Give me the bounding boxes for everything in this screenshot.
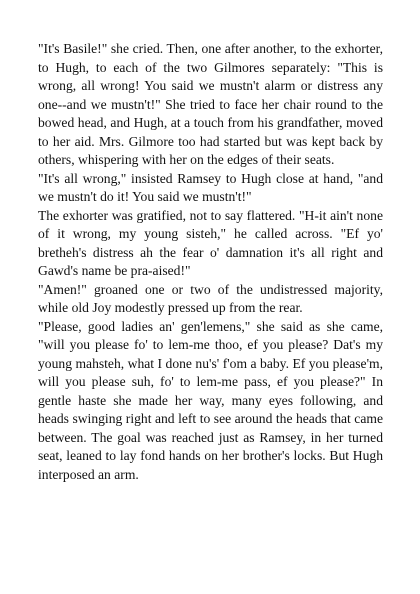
paragraph-3: The exhorter was gratified, not to say flattered. "H-it ain't none of it wrong, my young sisteh," he called across. "Ef yo' bretheh's distress ah the fear o' damnation it's all right and Gawd's name be pra-aised!" [38,207,383,278]
paragraph-1: "It's Basile!" she cried. Then, one after another, to the exhorter, to Hugh, to each of the two Gilmores separately: "This is wrong, all wrong! You said we mustn't alarm or distress any one--and we mustn't!" She tried to face her chair round to the bowed head, and Hugh, at a touch from his grandfather, moved to her aid. Mrs. Gilmore too had started but was kept back by others, whispering with her on the edges of their seats. [38,41,383,167]
page-text [38,40,383,484]
paragraph-5: "Please, good ladies an' gen'lemens," she said as she came, "will you please fo' to lem-me thoo, ef you please? Dat's my young mahsteh, what I done nu's' f'om a baby. Ef you please'm, will you please suh, fo' to lem-me pass, ef you please?" In gentle haste she made her way, many eyes following, and heads swinging right and left to see around the heads that came between. The goal was reached just as Ramsey, in her turned seat, leaned to lay fond hands on her brother's locks. But Hugh interposed an arm. [38,318,383,482]
paragraph-4: "Amen!" groaned one or two of the undistressed majority, while old Joy modestly pressed up from the rear. [38,281,383,315]
paragraph-2: "It's all wrong," insisted Ramsey to Hugh close at hand, "and we mustn't do it! You said we mustn't!" [38,170,383,204]
